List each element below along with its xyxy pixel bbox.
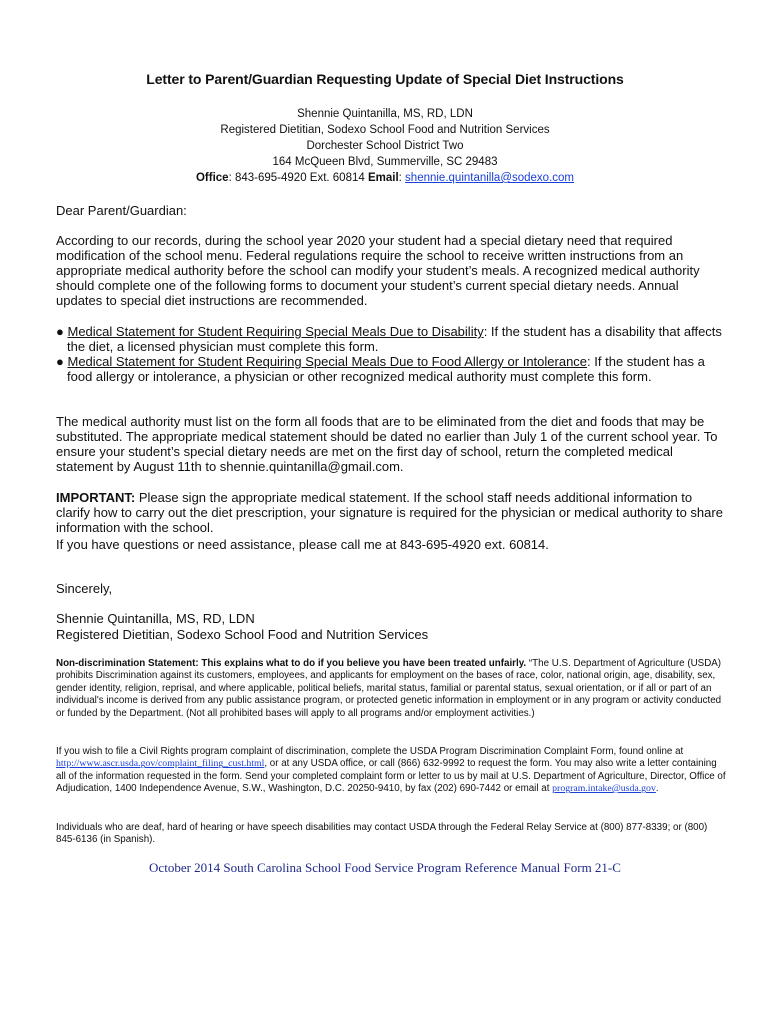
important-text: Please sign the appropriate medical statement. If the school staff needs additional information to clarify how to carry out the diet prescription, your signature is required for the physician or medical authority to share information with the school. [56,490,723,535]
contact-line [0,170,770,186]
office-phone: : 843-695-4920 Ext. 60814 [228,172,368,184]
letterhead [0,106,770,186]
allergy-form-name: Medical Statement for Student Requiring Special Meals Due to Food Allergy or Intolerance [67,354,588,369]
bullet-marker: ● [56,324,64,339]
sender-district: Dorchester School District Two [306,140,464,152]
relay-service-paragraph: Individuals who are deaf, hard of hearing or have speech disabilities may contact USDA through the Federal Relay Service at (800) 877-8339; or (800) 845-6136 (in Spanish). [56,822,708,846]
forms-list [56,324,726,384]
email-separator: : [398,172,406,184]
complaint-text-3: . [655,783,659,795]
important-paragraph [56,490,726,535]
complaint-text-1: If you wish to file a Civil Rights program complaint of discrimination, complete the USDA Program Discrimination Complaint Form, found online at [56,746,684,757]
greeting: Dear Parent/Guardian: [56,203,187,218]
sender-name: Shennie Quintanilla, MS, RD, LDN [297,108,473,120]
questions-line: If you have questions or need assistance, please call me at 843-695-4920 ext. 60814. [56,537,549,552]
intro-paragraph: According to our records, during the school year 2020 your student had a special dietary need that required modification of the school menu. Federal regulations require the school to receive written instructions from an appropriate medical authority before the school can modify your student’s meals. A recognized medical authority should complete one of the following forms to document your student’s current special dietary needs. Annual updates to special diet instructions are recommended. [56,233,700,308]
page-footer: October 2014 South Carolina School Food Service Program Reference Manual Form 21-C [149,860,621,875]
important-label: IMPORTANT: [56,490,136,505]
signature-name: Shennie Quintanilla, MS, RD, LDN [56,611,255,626]
disability-form-name: Medical Statement for Student Requiring Special Meals Due to Disability [67,324,484,339]
sender-role: Registered Dietitian, Sodexo School Food and Nutrition Services [220,124,550,136]
sender-address: 164 McQueen Blvd, Summerville, SC 29483 [272,156,498,168]
page-title: Letter to Parent/Guardian Requesting Update of Special Diet Instructions [146,71,624,87]
nondiscrimination-text: “The U.S. Department of Agriculture (USDA) prohibits Discrimination against its customers, employees, and applicants for employment on the bases of race, color, national origin, age, disability, sex, gender identity, religion, reprisal, and where applicable, political beliefs, marital status, familial or parental status, sexual orientation, or if all or part of an individual's income is derived from any public assistance program, or protected genetic information in employment or in any program or activity conducted or funded by the Department. (Not all prohibited bases will apply to all programs and/or employment activities.) [56,658,722,719]
email-label: Email [367,172,399,184]
complaint-form-link[interactable]: http://www.ascr.usda.gov/complaint_filing_cust.html [56,758,265,770]
sender-email-link[interactable]: shennie.quintanilla@sodexo.com [405,172,574,184]
program-intake-email-link[interactable]: program.intake@usda.gov [552,783,656,795]
signature-role: Registered Dietitian, Sodexo School Food and Nutrition Services [56,627,429,642]
list-item [56,354,726,384]
bullet-marker: ● [56,354,64,369]
complaint-text-2: , or at any USDA office, or call (866) 632-9992 to request the form. You may also write a letter containing all of the information requested in the form. Send your completed complaint form or letter to us by mail at U.S. Department of Agriculture, Director, Office of Adjudication, 1400 Independence Avenue, S.W., Washington, D.C. 20250-9410, by fax (202) 690-7442 or email at [56,758,726,795]
allergy-form-text: : If the student has a food allergy or intolerance, a physician or other recognized medical authority must complete this form. [67,354,705,384]
nondiscrimination-label: Non-discrimination Statement: This explains what to do if you believe you have been treated unfairly. [56,658,527,669]
nondiscrimination-statement [56,658,726,720]
list-item [56,324,726,354]
disability-form-text: : If the student has a disability that affects the diet, a licensed physician must complete this form. [67,324,722,354]
office-label: Office [195,172,229,184]
authority-paragraph: The medical authority must list on the form all foods that are to be eliminated from the diet and foods that may be substituted. The appropriate medical statement should be dated no earlier than July 1 of the current school year. To ensure your student’s special dietary needs are met on the first day of school, return the completed medical statement by August 11th to shennie.quintanilla@gmail.com. [56,414,718,474]
complaint-paragraph [56,746,726,796]
closing: Sincerely, [56,581,113,596]
